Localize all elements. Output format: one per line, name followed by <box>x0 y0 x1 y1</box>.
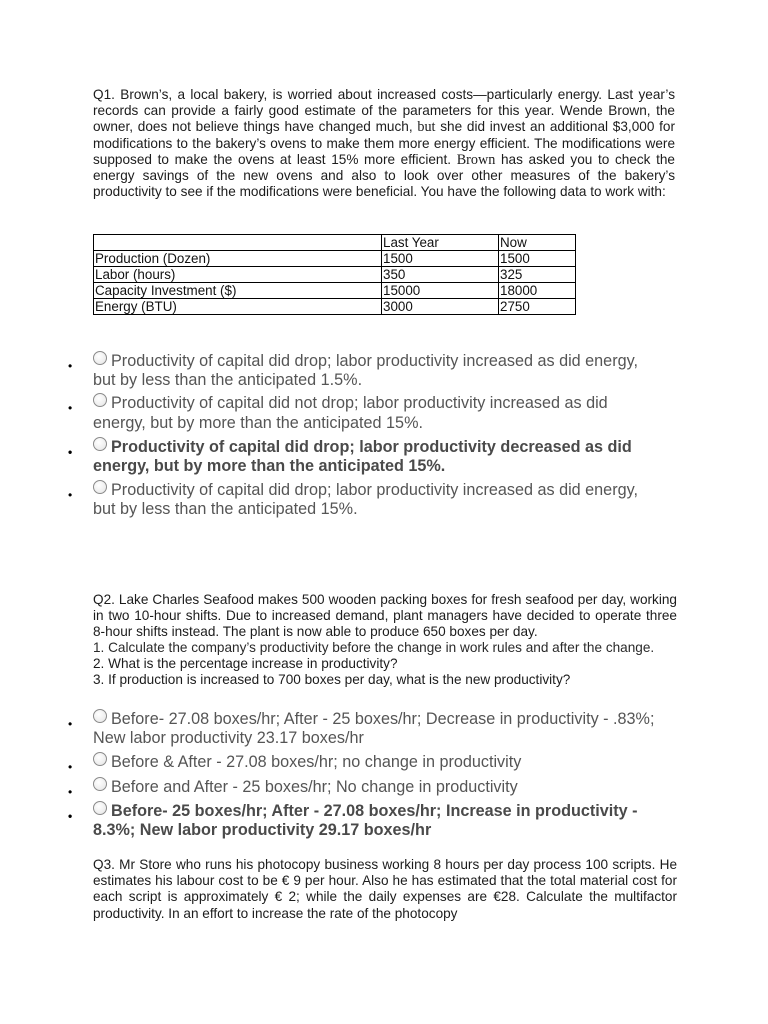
table-row <box>94 267 576 283</box>
bullet-icon: • <box>68 760 73 775</box>
radio-button-icon[interactable] <box>93 777 107 791</box>
answer-option-text: Before and After - 25 boxes/hr; No change in productivity <box>111 777 518 796</box>
table-cell: Capacity Investment ($) <box>94 283 382 299</box>
bullet-icon: • <box>68 808 73 823</box>
radio-button-icon[interactable] <box>93 437 107 451</box>
table-cell: 325 <box>499 267 576 283</box>
table-cell: 18000 <box>499 283 576 299</box>
radio-button-icon[interactable] <box>93 709 107 723</box>
list-item: 2. What is the percentage increase in productivity? <box>93 656 398 672</box>
q2-question-text: Q2. Lake Charles Seafood makes 500 wooden packing boxes for fresh seafood per day, working in two 10-hour shifts. Due to increased demand, plant managers have decided to operate three 8-hour shifts instead. The plant is now able to produce 650 boxes per day. <box>93 592 677 640</box>
answer-option-text: Productivity of capital did drop; labor productivity increased as did energy, but by less than the anticipated 15%. <box>93 481 638 519</box>
answer-option[interactable] <box>68 802 658 840</box>
bullet-icon: • <box>68 359 73 373</box>
table-cell: 1500 <box>499 251 576 267</box>
table-row <box>94 299 576 315</box>
text-run: Q1. Brown’s, a local bakery, is worried about increased costs—particularly energy. Last year’s records can provide a fairly good estimate of the parameters for this year. Wende Brown, the owner, does not believe things have changed much, <box>93 87 675 135</box>
table-cell: 3000 <box>382 299 499 315</box>
radio-button-icon[interactable] <box>93 752 107 766</box>
table-header-cell: Last Year <box>382 235 499 251</box>
answer-option[interactable] <box>68 394 648 432</box>
radio-button-icon[interactable] <box>93 801 107 815</box>
answer-option-text: Before & After - 27.08 boxes/hr; no change in productivity <box>111 753 522 772</box>
table-cell: Production (Dozen) <box>94 251 382 267</box>
q2-answer-options <box>68 710 658 840</box>
radio-button-icon[interactable] <box>93 393 107 407</box>
answer-option[interactable] <box>68 778 658 797</box>
answer-option[interactable] <box>68 710 658 748</box>
q3-question-text: Q3. Mr Store who runs his photocopy business working 8 hours per day process 100 scripts. He estimates his labour cost to be € 9 per hour. Also he has estimated that the total material cost for each script is approximately € 2; while the daily expenses are €28. Calculate the multifactor productivity. In an effort to increase the rate of the photocopy <box>93 857 677 921</box>
table-cell: 350 <box>382 267 499 283</box>
table-row <box>94 283 576 299</box>
bullet-icon: • <box>68 444 73 459</box>
text-run: has asked you to check the energy savings of the new ovens and also to look over other measures of the bakery’s productivity to see if the modifications were beneficial. You have the following data to work with: <box>93 151 675 200</box>
table-header-cell: Now <box>499 235 576 251</box>
q1-answer-options <box>68 352 648 520</box>
answer-option-text: Productivity of capital did drop; labor productivity increased as did energy, but by less than the anticipated 1.5%. <box>93 352 638 390</box>
table-cell: Energy (BTU) <box>94 299 382 315</box>
text-run: she did invest an additional $3,000 for modifications to the bakery’s ovens to make them more energy efficient. The modifications were supposed to make the ovens at least 15% more efficient. <box>93 119 675 167</box>
answer-option[interactable] <box>68 481 648 519</box>
table-cell: Labor (hours) <box>94 267 382 283</box>
answer-option-text: Productivity of capital did not drop; labor productivity increased as did energy, but by more than the anticipated 15%. <box>93 394 608 432</box>
answer-option-text: Before- 25 boxes/hr; After - 27.08 boxes/hr; Increase in productivity - 8.3%; New labor productivity 29.17 boxes/hr <box>93 801 638 840</box>
table-header-cell <box>94 235 382 251</box>
q1-question-text <box>93 87 675 200</box>
radio-button-icon[interactable] <box>93 351 107 365</box>
serif-text-run: but <box>417 119 436 136</box>
table-cell: 2750 <box>499 299 576 315</box>
bullet-icon: • <box>68 717 73 731</box>
bullet-icon: • <box>68 784 73 799</box>
serif-text-run: Brown <box>456 151 496 168</box>
answer-option-text: Productivity of capital did drop; labor productivity decreased as did energy, but by more than the anticipated 15%. <box>93 437 632 476</box>
answer-option[interactable] <box>68 352 648 390</box>
table-cell: 1500 <box>382 251 499 267</box>
q2-sub-questions <box>93 640 683 689</box>
table-cell: 15000 <box>382 283 499 299</box>
table-header-row <box>94 235 576 251</box>
table-row <box>94 251 576 267</box>
bullet-icon: • <box>68 401 73 416</box>
q1-data-table <box>93 234 576 315</box>
answer-option[interactable] <box>68 438 648 476</box>
answer-option[interactable] <box>68 753 658 775</box>
answer-option-text: Before- 27.08 boxes/hr; After - 25 boxes/hr; Decrease in productivity - .83%; New labor productivity 23.17 boxes/hr <box>93 710 655 748</box>
bullet-icon: • <box>68 488 73 503</box>
list-item: 1. Calculate the company’s productivity before the change in work rules and after the change. <box>93 640 655 655</box>
radio-button-icon[interactable] <box>93 480 107 494</box>
list-item: 3. If production is increased to 700 boxes per day, what is the new productivity? <box>93 672 571 688</box>
